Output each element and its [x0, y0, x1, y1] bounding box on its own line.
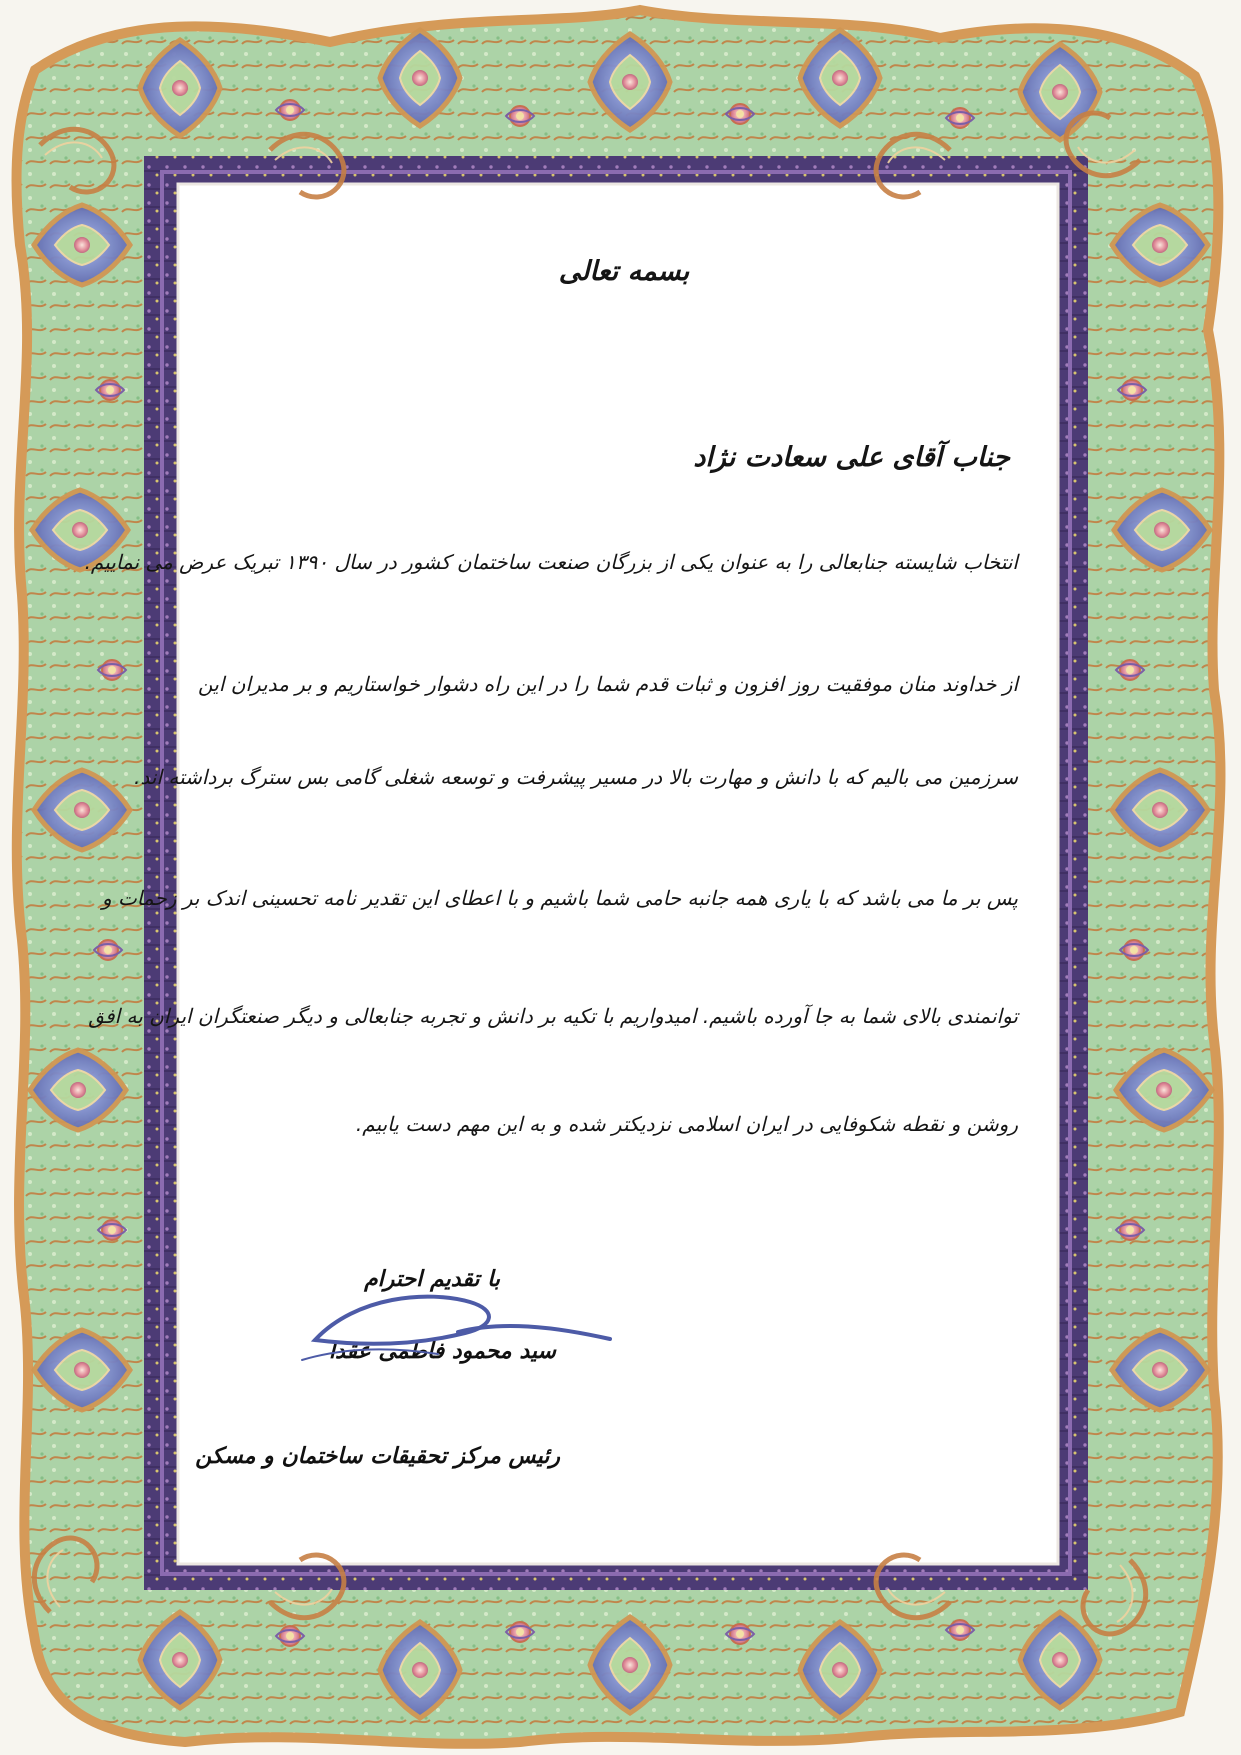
- signer-name: سید محمود فاطمی عقدا: [328, 1339, 556, 1364]
- body-line: انتخاب شایسته جنابعالی را به عنوان یکی از بزرگان صنعت ساختمان کشور در سال ۱۳۹۰ تبریک عرض می نماییم.: [84, 550, 1018, 574]
- recipient-name: جناب آقای علی سعادت نژاد: [693, 442, 1010, 473]
- invocation: بسمه تعالی: [558, 256, 690, 287]
- body-line: سرزمین می بالیم که با دانش و مهارت بالا در مسیر پیشرفت و توسعه شغلی گامی بس سترگ برداشته اند.: [134, 765, 1018, 789]
- signer-title: رئیس مرکز تحقیقات ساختمان و مسکن: [195, 1444, 560, 1469]
- handwritten-signature-mark: [280, 1270, 630, 1390]
- closing-text: با تقدیم احترام: [364, 1267, 500, 1292]
- body-line: پس بر ما می باشد که با یاری همه جانبه حامی شما باشیم و با اعطای این تقدیر نامه تحسینی اندک بر زحمات و: [101, 886, 1018, 910]
- body-line: روشن و نقطه شکوفایی در ایران اسلامی نزدیکتر شده و به این مهم دست یابیم.: [355, 1112, 1018, 1136]
- body-line: توانمندی بالای شما به جا آورده باشیم. امیدواریم با تکیه بر دانش و تجربه جنابعالی و دیگر صنعتگران ایران به افق: [88, 1004, 1018, 1028]
- body-line: از خداوند منان موفقیت روز افزون و ثبات قدم شما را در این راه دشوار خواستاریم و بر مدیران این: [198, 672, 1018, 696]
